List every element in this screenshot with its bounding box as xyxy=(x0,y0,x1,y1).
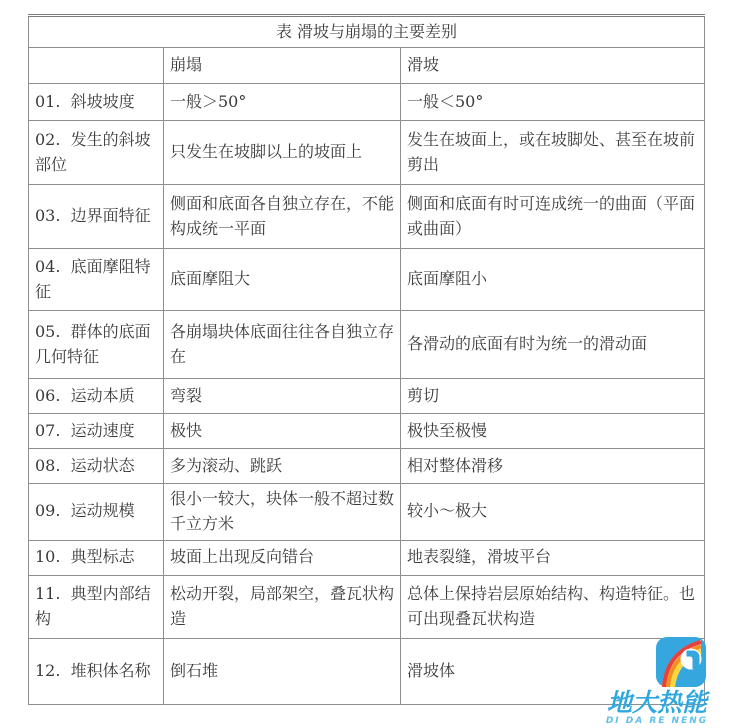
header-empty-cell xyxy=(29,48,164,84)
landslide-cell: 发生在坡面上，或在坡脚处、甚至在坡前剪出 xyxy=(401,121,705,185)
collapse-cell: 侧面和底面各自独立存在，不能构成统一平面 xyxy=(164,185,401,249)
collapse-cell: 弯裂 xyxy=(164,379,401,414)
row-label-cell: 11. 典型内部结构 xyxy=(29,575,164,638)
collapse-cell: 松动开裂，局部架空，叠瓦状构造 xyxy=(164,575,401,638)
collapse-cell: 一般＞50° xyxy=(164,84,401,121)
collapse-cell: 底面摩阻大 xyxy=(164,249,401,311)
table-row xyxy=(29,84,705,121)
table-title: 表 滑坡与崩塌的主要差别 xyxy=(29,16,705,48)
landslide-cell: 极快至极慢 xyxy=(401,414,705,449)
row-label-cell: 09. 运动规模 xyxy=(29,484,164,541)
row-label-cell: 02. 发生的斜坡部位 xyxy=(29,121,164,185)
row-label-cell: 04. 底面摩阻特征 xyxy=(29,249,164,311)
table-row xyxy=(29,414,705,449)
landslide-cell: 一般＜50° xyxy=(401,84,705,121)
table-row xyxy=(29,121,705,185)
comparison-table xyxy=(28,14,705,705)
header-collapse: 崩塌 xyxy=(164,48,401,84)
dida-reneng-logo-icon xyxy=(655,636,707,688)
table-row xyxy=(29,379,705,414)
row-label-cell: 10. 典型标志 xyxy=(29,540,164,575)
table-row xyxy=(29,449,705,484)
collapse-cell: 倒石堆 xyxy=(164,638,401,704)
row-label-cell: 07. 运动速度 xyxy=(29,414,164,449)
collapse-cell: 多为滚动、跳跃 xyxy=(164,449,401,484)
collapse-cell: 只发生在坡脚以上的坡面上 xyxy=(164,121,401,185)
row-label-cell: 06. 运动本质 xyxy=(29,379,164,414)
landslide-cell: 底面摩阻小 xyxy=(401,249,705,311)
table-row xyxy=(29,249,705,311)
table-row xyxy=(29,575,705,638)
collapse-cell: 很小一较大，块体一般不超过数千立方米 xyxy=(164,484,401,541)
landslide-cell: 地表裂缝，滑坡平台 xyxy=(401,540,705,575)
table-title-row xyxy=(29,16,705,48)
collapse-cell: 极快 xyxy=(164,414,401,449)
dida-reneng-watermark xyxy=(597,636,717,726)
watermark-brand-name-en: DI DA RE NENG xyxy=(605,716,709,726)
landslide-cell: 侧面和底面有时可连成统一的曲面（平面或曲面） xyxy=(401,185,705,249)
table-header-row xyxy=(29,48,705,84)
row-label-cell: 01. 斜坡坡度 xyxy=(29,84,164,121)
row-label-cell: 03. 边界面特征 xyxy=(29,185,164,249)
table-row xyxy=(29,185,705,249)
landslide-cell: 相对整体滑移 xyxy=(401,449,705,484)
table-row xyxy=(29,311,705,379)
row-label-cell: 12. 堆积体名称 xyxy=(29,638,164,704)
row-label-cell: 05. 群体的底面几何特征 xyxy=(29,311,164,379)
collapse-cell: 各崩塌块体底面往往各自独立存在 xyxy=(164,311,401,379)
watermark-brand-name-cn: 地大热能 xyxy=(606,688,707,717)
landslide-cell: 各滑动的底面有时为统一的滑动面 xyxy=(401,311,705,379)
landslide-cell: 总体上保持岩层原始结构、构造特征。也可出现叠瓦状构造 xyxy=(401,575,705,638)
header-landslide: 滑坡 xyxy=(401,48,705,84)
landslide-cell: 滑坡体 xyxy=(401,638,705,704)
table-row xyxy=(29,484,705,541)
table-row xyxy=(29,540,705,575)
landslide-cell: 剪切 xyxy=(401,379,705,414)
collapse-cell: 坡面上出现反向错台 xyxy=(164,540,401,575)
row-label-cell: 08. 运动状态 xyxy=(29,449,164,484)
landslide-cell: 较小～极大 xyxy=(401,484,705,541)
